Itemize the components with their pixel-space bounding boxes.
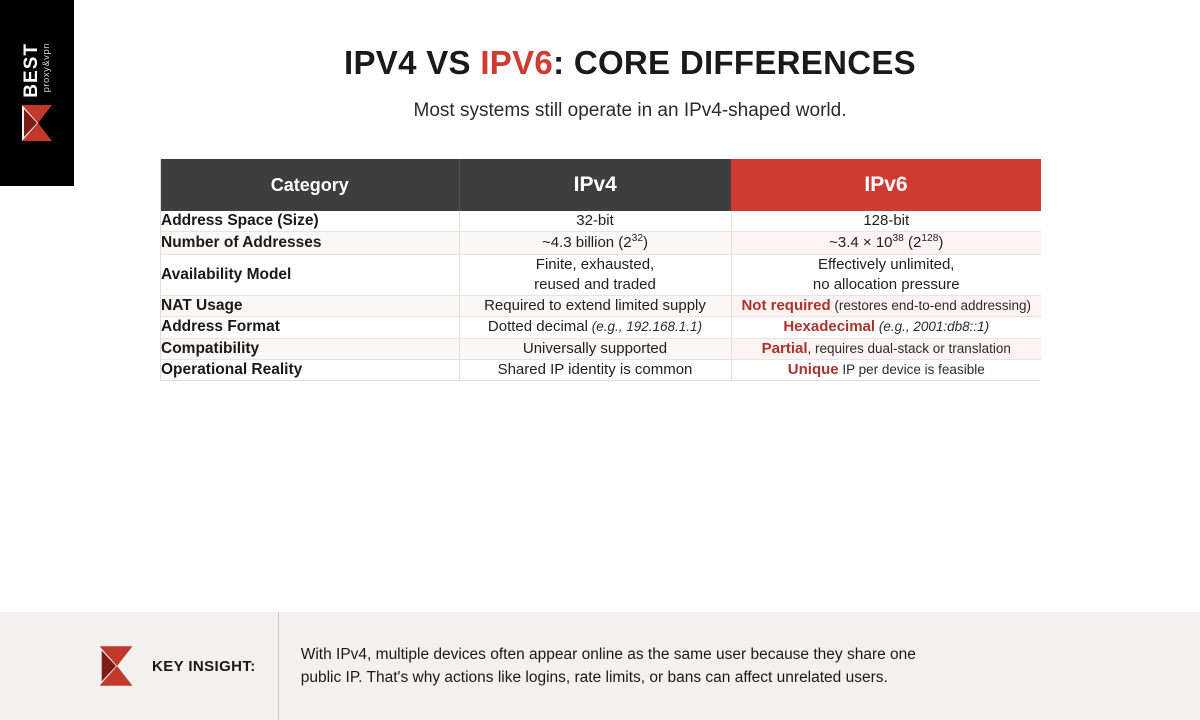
ipv4-emphasis: Dotted decimal xyxy=(487,318,588,336)
row-ipv6-value xyxy=(731,254,1041,296)
ipv6-emphasis: Unique xyxy=(787,360,839,378)
ipv6-count-main: ~3.4 × 10 xyxy=(829,234,893,252)
table-row xyxy=(161,254,1041,296)
ipv6-count-mid: (2 xyxy=(903,234,922,252)
ipv6-note: , requires dual-stack or translation xyxy=(807,340,1011,356)
ipv6-line-1: Effectively unlimited, xyxy=(818,255,955,273)
table-row xyxy=(161,296,1041,317)
ipv4-count-exponent: 32 xyxy=(631,233,643,245)
title-accent: IPV6 xyxy=(480,44,554,81)
row-ipv6-value xyxy=(731,232,1041,254)
row-ipv4-value xyxy=(459,254,731,296)
title-post: : CORE DIFFERENCES xyxy=(553,44,916,81)
table-row xyxy=(161,232,1041,254)
ipv6-note: IP per device is feasible xyxy=(838,361,985,377)
column-header-ipv4: IPv4 xyxy=(459,159,731,211)
key-insight-label: KEY INSIGHT: xyxy=(152,657,256,675)
row-ipv6-value xyxy=(731,338,1041,359)
row-category: NAT Usage xyxy=(161,296,459,317)
row-ipv6-value xyxy=(731,317,1041,338)
ipv6-count-exponent-2: 128 xyxy=(921,233,939,245)
page-title xyxy=(100,44,1160,82)
column-header-ipv6: IPv6 xyxy=(731,159,1041,211)
key-insight-text xyxy=(301,643,916,690)
footer-divider xyxy=(278,612,279,720)
table-row xyxy=(161,317,1041,338)
key-insight-line-1: With IPv4, multiple devices often appear online as the same user because they share one xyxy=(300,645,916,663)
row-ipv6-value xyxy=(731,359,1041,380)
ipv6-emphasis: Not required xyxy=(741,297,831,314)
row-category: Address Format xyxy=(161,317,459,338)
comparison-table xyxy=(161,159,1041,380)
brand-logo-subtext: proxy&vpn xyxy=(41,43,52,93)
ipv6-note: (e.g., 2001:db8::1) xyxy=(875,319,990,335)
ipv4-line-2: reused and traded xyxy=(534,275,656,293)
ipv6-emphasis: Hexadecimal xyxy=(783,318,876,336)
column-header-category: Category xyxy=(161,159,459,211)
table-row xyxy=(161,211,1041,232)
row-ipv6-value: 128-bit xyxy=(731,211,1041,232)
comparison-table-container xyxy=(160,159,1040,381)
key-insight-line-2: public IP. That's why actions like logins, rate limits, or bans can affect unrelated users. xyxy=(300,669,888,686)
table-row xyxy=(161,338,1041,359)
table-header-row xyxy=(161,159,1041,211)
ipv4-line-1: Finite, exhausted, xyxy=(535,255,655,273)
brand-logo-word: BEST xyxy=(21,42,42,98)
ipv6-emphasis: Partial xyxy=(761,339,808,357)
row-ipv4-value: Universally supported xyxy=(459,338,731,359)
row-ipv6-value xyxy=(731,296,1041,317)
ipv6-note: (restores end-to-end addressing) xyxy=(830,298,1032,313)
table-row xyxy=(161,359,1041,380)
ipv6-count-tail: ) xyxy=(938,234,944,252)
row-ipv4-value xyxy=(459,317,731,338)
row-category: Availability Model xyxy=(161,254,459,296)
row-category: Compatibility xyxy=(161,338,459,359)
row-ipv4-value xyxy=(459,232,731,254)
row-category: Operational Reality xyxy=(161,359,459,380)
row-ipv4-value: Shared IP identity is common xyxy=(459,359,731,380)
footer-left-spacer xyxy=(0,612,74,720)
key-insight-bar xyxy=(0,612,1200,720)
ipv4-note: (e.g., 192.168.1.1) xyxy=(587,319,703,335)
row-category: Address Space (Size) xyxy=(161,211,459,232)
key-insight-mark-icon xyxy=(96,644,136,688)
ipv6-line-2: no allocation pressure xyxy=(812,275,960,293)
row-ipv4-value: 32-bit xyxy=(459,211,731,232)
title-pre: IPV4 VS xyxy=(344,44,481,81)
row-category: Number of Addresses xyxy=(161,232,459,254)
ipv4-count-main: ~4.3 billion (2 xyxy=(542,234,632,252)
page-subtitle: Most systems still operate in an IPv4-shaped world. xyxy=(413,100,847,121)
brand-mark-icon xyxy=(20,103,54,143)
ipv4-count-tail: ) xyxy=(643,234,648,252)
ipv6-count-exponent: 38 xyxy=(892,233,904,245)
row-ipv4-value: Required to extend limited supply xyxy=(459,296,731,317)
brand-logo-block xyxy=(0,0,74,186)
